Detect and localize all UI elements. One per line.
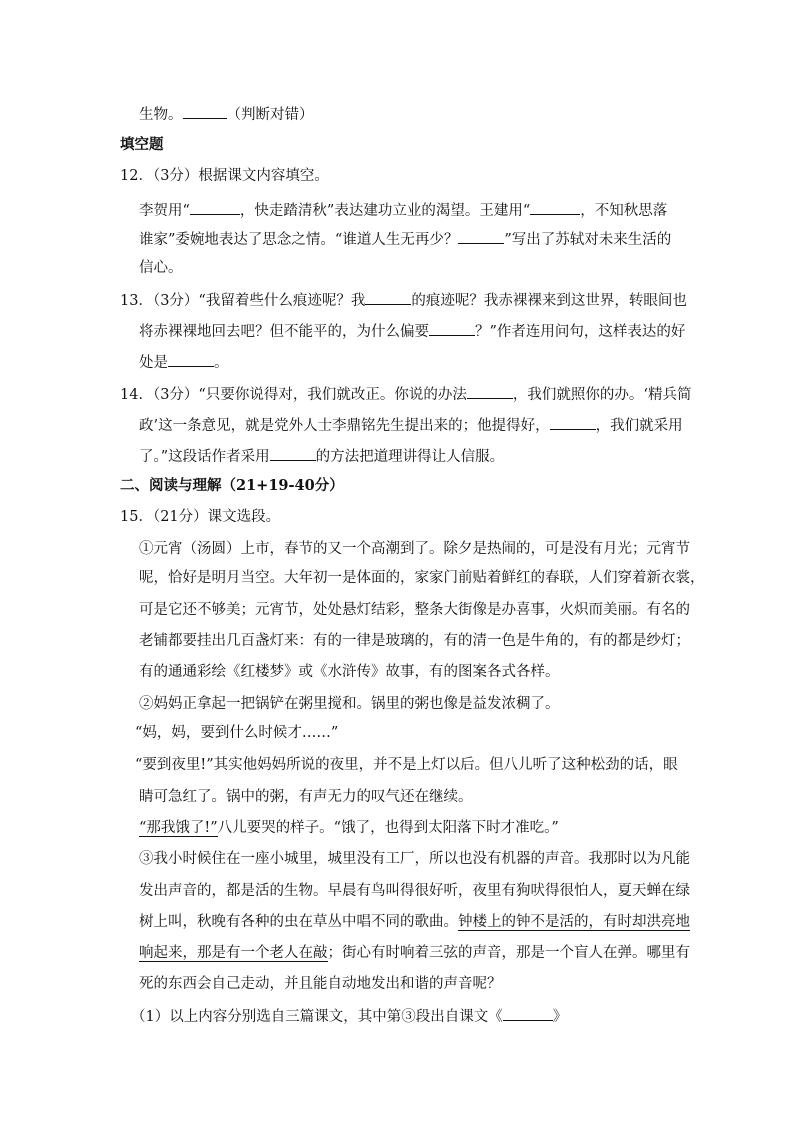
- answer-blank[interactable]: [365, 289, 411, 305]
- answer-blank[interactable]: [503, 1005, 553, 1021]
- answer-blank[interactable]: [530, 199, 580, 215]
- answer-blank[interactable]: [168, 351, 214, 367]
- underlined-sentence: 钟楼上的钟不是活的，有时却洪亮地: [458, 914, 690, 930]
- answer-blank[interactable]: [270, 445, 316, 461]
- answer-blank[interactable]: [550, 414, 596, 430]
- question-14: 14．（3分）“只要你说得对，我们就改正。你说的办法 ，我们就照你的办。‘精兵简: [120, 383, 691, 405]
- passage-line: 树上叫，秋晚有各种的虫在草丛中唱不同的歌曲。钟楼上的钟不是活的，有时却洪亮地: [139, 914, 690, 930]
- line: 生物。 （判断对错）: [139, 103, 314, 125]
- question-15: 15．（21分）课文选段。: [120, 509, 281, 525]
- passage-line: 死的东西会自己走动，并且能自动地发出和谐的声音呢？: [139, 976, 502, 992]
- passage-line: ②妈妈正拿起一把锅铲在粥里搅和。锅里的粥也像是益发浓稠了。: [139, 696, 560, 712]
- line: 将赤裸裸地回去吧？但不能平的，为什么偏要 ？”作者连用问句，这样表达的好: [139, 320, 685, 342]
- line: 政’这一条意见，就是党外人士李鼎铭先生提出来的；他提得好， ，我们就采用: [139, 414, 683, 436]
- answer-blank[interactable]: [190, 199, 240, 215]
- section-title: 填空题: [120, 136, 164, 153]
- answer-blank[interactable]: [429, 320, 475, 336]
- passage-line: 呢，恰好是明月当空。大年初一是体面的，家家门前贴着鲜红的春联，人们穿着新衣裳，: [139, 570, 705, 586]
- passage-line: 老铺都要挂出几百盏灯来：有的一律是玻璃的，有的清一色是牛角的，有的都是纱灯；: [139, 633, 690, 649]
- passage-line: 响起来，那是有一个老人在敲；街心有时响着三弦的声音，那是一个盲人在弹。哪里有: [139, 945, 690, 961]
- sub-question-1: （1）以上内容分别选自三篇课文，其中第③段出自课文《 》: [131, 1005, 567, 1027]
- passage-line: 睛可急红了。锅中的粥，有声无力的叹气还在继续。: [139, 789, 473, 805]
- question-12: 12．（3分）根据课文内容填空。: [120, 168, 329, 184]
- passage-line: “妈，妈，要到什么时候才……”: [135, 725, 339, 741]
- passage-line: 有的通通彩绘《红楼梦》或《水浒传》故事，有的图案各式各样。: [139, 664, 560, 680]
- line: 信心。: [139, 260, 183, 276]
- passage-line: 发出声音的，都是活的生物。早晨有鸟叫得很好听，夜里有狗吠得很怕人，夏天蝉在绿: [139, 883, 690, 899]
- passage-line: 可是它还不够美；元宵节，处处悬灯结彩，整条大街像是办喜事，火炽而美丽。有名的: [139, 602, 690, 618]
- underlined-sentence: 响起来，那是有一个老人在敲: [139, 945, 328, 961]
- line: 谁家”委婉地表达了思念之情。“谁道人生无再少？ ”写出了苏轼对未来生活的: [139, 228, 671, 250]
- answer-blank[interactable]: [458, 228, 504, 244]
- line: 了。”这段话作者采用 的方法把道理讲得让人信服。: [139, 445, 504, 467]
- answer-blank[interactable]: [183, 103, 227, 119]
- section-title: 二、阅读与理解（21+19-40分）: [120, 477, 344, 494]
- line: 李贺用“ ，快走踏清秋”表达建功立业的渴望。王建用“ ，不知秋思落: [139, 199, 667, 221]
- passage-line: “那我饿了!”八儿要哭的样子。“饿了，也得到太阳落下时才准吃。”: [139, 820, 559, 836]
- passage-line: “要到夜里!”其实他妈妈所说的夜里，并不是上灯以后。但八儿听了这种松劲的话，眼: [135, 757, 678, 773]
- question-13: 13．（3分）“我留着些什么痕迹呢？我 的痕迹呢？我赤裸裸来到这世界，转眼间也: [120, 289, 687, 311]
- passage-line: ③我小时候住在一座小城里，城里没有工厂，所以也没有机器的声音。我那时以为凡能: [139, 851, 690, 867]
- passage-line: ①元宵（汤圆）上市，春节的又一个高潮到了。除夕是热闹的，可是没有月光；元宵节: [139, 541, 690, 557]
- answer-blank[interactable]: [467, 383, 513, 399]
- line: 处是 。: [139, 351, 229, 373]
